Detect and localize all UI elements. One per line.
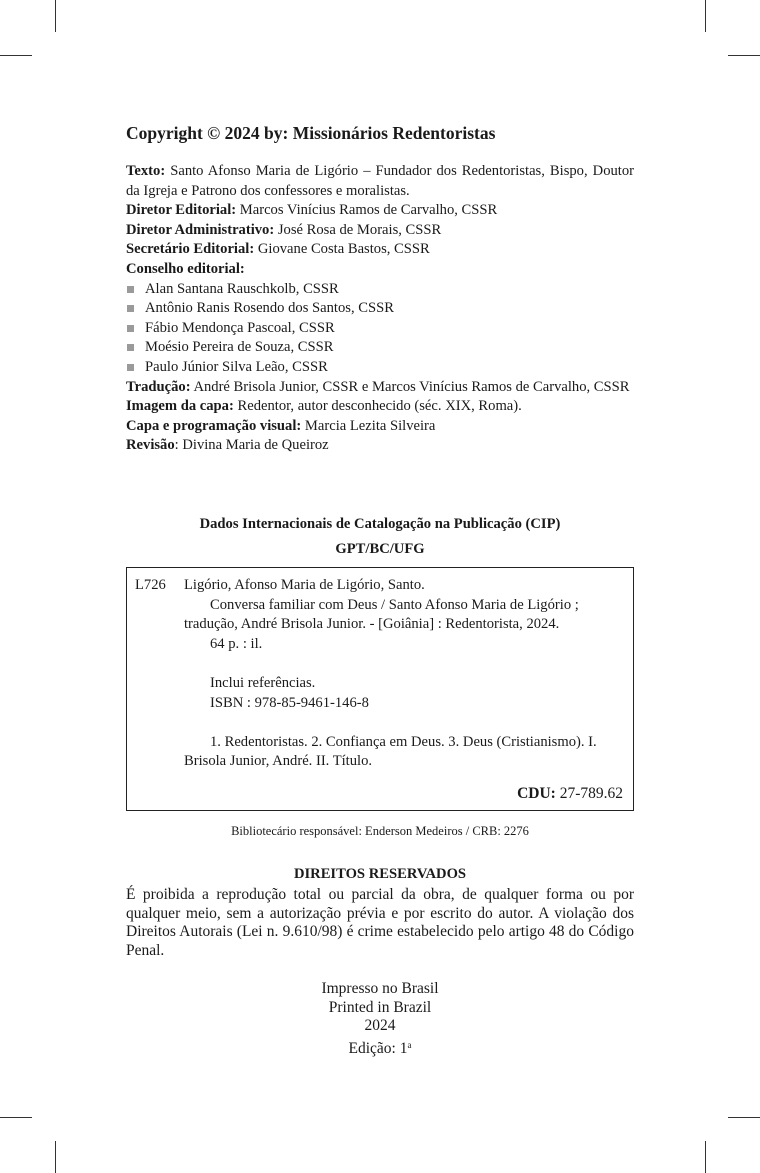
- crop-mark: [55, 1141, 56, 1173]
- librarian-line: Bibliotecário responsável: Enderson Medeiros / CRB: 2276: [231, 824, 529, 838]
- square-bullet-icon: [127, 286, 134, 293]
- cip-title-entry: Conversa familiar com Deus / Santo Afonso Maria de Ligório ; tradução, André Brisola Junior. - [Goiânia] : Redentorista, 2024.: [184, 596, 579, 633]
- credit-secretario: Secretário Editorial: Giovane Costa Bastos, CSSR: [126, 241, 430, 258]
- list-item: Moésio Pereira de Souza, CSSR: [126, 338, 634, 358]
- list-item: Paulo Júnior Silva Leão, CSSR: [126, 358, 634, 378]
- credit-capa: Capa e programação visual: Marcia Lezita Silveira: [126, 417, 436, 434]
- copyright-line: Copyright © 2024 by: Missionários Redentoristas: [126, 123, 496, 143]
- cip-notes: Inclui referências.: [210, 674, 316, 691]
- imprint-edition: Edição: 1$^a$: [348, 1039, 412, 1057]
- cip-call-number: L726: [135, 577, 166, 593]
- crop-mark: [728, 1117, 760, 1118]
- credits-section: [126, 120, 634, 456]
- cip-title: Dados Internacionais de Catalogação na Publicação (CIP): [199, 516, 561, 532]
- rights-text: É proibida a reprodução total ou parcial da obra, de qualquer forma ou por qualquer meio, sem a autorização prévia e por escrito do autor. A violação dos Direitos Autorais (Lei n. 9.610/98) é crime estabelecido pelo artigo 48 do Código Penal.: [126, 886, 634, 959]
- square-bullet-icon: [127, 364, 134, 371]
- credit-revisao: Revisão: Divina Maria de Queiroz: [126, 437, 329, 454]
- credit-imagem-capa: Imagem da capa: Redentor, autor desconhecido (séc. XIX, Roma).: [126, 398, 522, 415]
- crop-mark: [728, 55, 760, 56]
- imprint-year: 2024: [364, 1017, 396, 1035]
- rights-title: DIREITOS RESERVADOS: [293, 866, 467, 882]
- square-bullet-icon: [127, 344, 134, 351]
- credit-texto: Texto: Santo Afonso Maria de Ligório – Fundador dos Redentoristas, Bispo, Doutor da Igreja e Patrono dos confessores e moralistas.: [126, 163, 635, 199]
- credits-list: [126, 162, 634, 456]
- cip-record-box: [126, 567, 634, 811]
- imprint-line: Impresso no Brasil: [321, 980, 439, 997]
- credit-conselho-label: Conselho editorial:: [126, 260, 245, 277]
- imprint-line: Printed in Brazil: [328, 998, 432, 1016]
- credit-traducao: Tradução: André Brisola Junior, CSSR e Marcos Vinícius Ramos de Carvalho, CSSR: [126, 378, 630, 395]
- cip-record-body: [184, 576, 624, 772]
- list-item: Fábio Mendonça Pascoal, CSSR: [126, 319, 634, 339]
- square-bullet-icon: [127, 305, 134, 312]
- crop-mark: [0, 55, 32, 56]
- crop-mark: [55, 0, 56, 32]
- cip-subtitle: GPT/BC/UFG: [335, 541, 425, 557]
- credit-diretor-editorial: Diretor Editorial: Marcos Vinícius Ramos de Carvalho, CSSR: [126, 202, 498, 219]
- square-bullet-icon: [127, 325, 134, 332]
- cip-cdu: CDU: 27-789.62: [517, 785, 623, 803]
- cip-pages: 64 p. : il.: [210, 635, 263, 652]
- imprint-block: [126, 980, 634, 1058]
- council-list: [126, 280, 634, 378]
- credit-diretor-administrativo: Diretor Administrativo: José Rosa de Morais, CSSR: [126, 221, 442, 238]
- cip-isbn: ISBN : 978-85-9461-146-8: [210, 694, 369, 711]
- crop-mark: [705, 0, 706, 32]
- list-item: Alan Santana Rauschkolb, CSSR: [126, 280, 634, 300]
- cip-author: Ligório, Afonso Maria de Ligório, Santo.: [184, 577, 425, 593]
- crop-mark: [705, 1141, 706, 1173]
- cip-subjects: 1. Redentoristas. 2. Confiança em Deus. 3. Deus (Cristianismo). I. Brisola Junior, André. II. Título.: [184, 733, 597, 770]
- crop-mark: [0, 1117, 32, 1118]
- list-item: Antônio Ranis Rosendo dos Santos, CSSR: [126, 299, 634, 319]
